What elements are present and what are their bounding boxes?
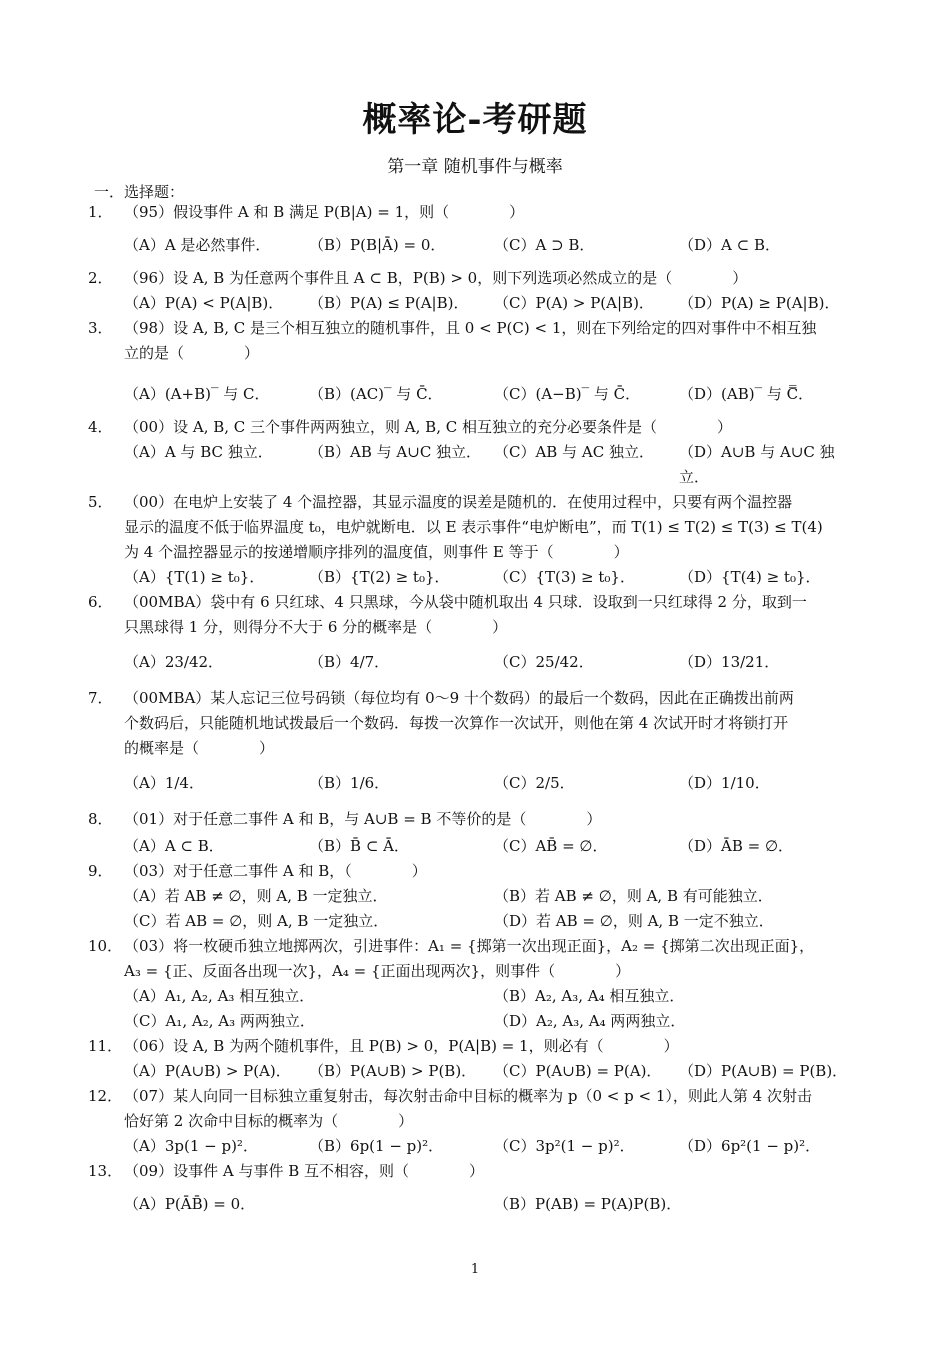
option-c: （C）25/42． [494, 652, 594, 671]
option-d: （D）A₂, A₃, A₄ 两两独立． [494, 1012, 686, 1030]
question-text-cont: 显示的温度不低于临界温度 t₀，电炉就断电．以 E 表示事件“电炉断电”，而 T(1) ≤ T(2) ≤ T(3) ≤ T(4) [124, 518, 823, 536]
question-10 [88, 934, 863, 1034]
page-number: 1 [470, 1262, 480, 1277]
option-d: （D）P(A) ≥ P(A|B)． [679, 294, 840, 312]
option-d: （D）ĀB = ∅． [679, 837, 794, 855]
option-b: （B）若 AB ≠ ∅，则 A, B 有可能独立． [494, 887, 773, 905]
question-text-cont: A₃ = {正、反面各出现一次}，A₄ = {正面出现两次}，则事件（ ） [124, 962, 631, 980]
option-d: （D）6p²(1 − p)²． [679, 1137, 821, 1155]
option-c: （C）2/5． [494, 773, 575, 792]
question-13 [88, 1159, 863, 1217]
option-c: （C）3p²(1 − p)²． [494, 1137, 635, 1155]
question-6 [88, 590, 863, 684]
option-d: （D）A ⊂ B． [679, 236, 780, 254]
question-12 [88, 1084, 863, 1159]
document-title: 概率论-考研题 [362, 100, 588, 140]
option-c: （C）A ⊃ B． [494, 236, 595, 254]
section-heading: 一．选择题： [94, 183, 185, 201]
question-8 [88, 807, 863, 859]
question-text-cont: 只黑球得 1 分，则得分不大于 6 分的概率是（ ） [124, 618, 508, 636]
question-text: （06）设 A, B 为两个随机事件，且 P(B) > 0，P(A|B) = 1，则必有（ ） [124, 1037, 679, 1055]
question-2 [88, 266, 863, 316]
question-number: 8． [88, 810, 113, 828]
question-number: 9． [88, 862, 113, 880]
option-a: （A）A₁, A₂, A₃ 相互独立． [124, 987, 315, 1005]
option-c: （C）(A−B)‾ 与 C̄． [494, 385, 641, 403]
question-text-cont: 恰好第 2 次命中目标的概率为（ ） [124, 1112, 414, 1130]
option-b: （B）B̄ ⊂ Ā． [309, 837, 409, 855]
option-c: （C）P(A) > P(A|B)． [494, 294, 654, 312]
question-text: （03）将一枚硬币独立地掷两次，引进事件：A₁ = {掷第一次出现正面}，A₂ = {掷第二次出现正面}， [124, 937, 815, 955]
option-c: （C）AB 与 AC 独立． [494, 443, 654, 461]
question-text: （09）设事件 A 与事件 B 互不相容，则（ ） [124, 1162, 485, 1180]
question-list [88, 200, 863, 1217]
option-b: （B）P(A∪B) > P(B)． [309, 1062, 477, 1080]
question-number: 13． [88, 1162, 123, 1180]
chapter-heading: 第一章 随机事件与概率 [387, 157, 563, 177]
question-text: （00MBA）某人忘记三位号码锁（每位均有 0～9 十个数码）的最后一个数码，因此在正确拨出前两 [124, 689, 794, 707]
question-number: 1． [88, 203, 113, 221]
option-b: （B）AB 与 A∪C 独立． [309, 443, 482, 461]
question-number: 7． [88, 689, 113, 707]
question-5 [88, 490, 863, 590]
option-b: （B）(AC)‾ 与 C̄． [309, 385, 443, 403]
question-number: 2． [88, 269, 113, 287]
option-a: （A）23/42． [124, 652, 224, 671]
option-a: （A）P(A) < P(A|B)． [124, 294, 284, 312]
question-number: 12． [88, 1087, 123, 1105]
option-b: （B）A₂, A₃, A₄ 相互独立． [494, 987, 685, 1005]
question-number: 6． [88, 593, 113, 611]
option-a: （A）若 AB ≠ ∅，则 A, B 一定独立． [124, 887, 388, 905]
option-a: （A）(A+B)‾ 与 C． [124, 385, 270, 403]
question-number: 5． [88, 493, 113, 511]
question-text: （00MBA）袋中有 6 只红球、4 只黑球，今从袋中随机取出 4 只球．设取到一只红球得 2 分，取到一 [124, 593, 807, 611]
option-b: （B）4/7． [309, 652, 390, 671]
option-d: （D）(AB)‾ 与 C̿． [679, 385, 814, 403]
option-d: （D）A∪B 与 A∪C 独立． [679, 443, 835, 486]
option-b: （B）P(A) ≤ P(A|B)． [309, 294, 469, 312]
question-11 [88, 1034, 863, 1084]
option-a: （A）3p(1 − p)²． [124, 1137, 258, 1155]
option-d: （D）13/21． [679, 652, 780, 671]
option-d: （D）P(A∪B) = P(B)． [679, 1062, 848, 1080]
question-3 [88, 316, 863, 407]
question-text: （00）设 A, B, C 三个事件两两独立，则 A, B, C 相互独立的充分必要条件是（ ） [124, 418, 732, 436]
option-a: （A）1/4． [124, 773, 204, 792]
question-number: 4． [88, 418, 113, 436]
question-text-cont: 立的是（ ） [124, 344, 260, 362]
option-b: （B）6p(1 − p)²． [309, 1137, 444, 1155]
question-text-cont: 为 4 个温控器显示的按递增顺序排列的温度值，则事件 E 等于（ ） [124, 543, 629, 561]
question-text-cont: 的概率是（ ） [124, 739, 275, 757]
question-text: （03）对于任意二事件 A 和 B，（ ） [124, 862, 427, 880]
option-b: （B）P(AB) = P(A)P(B)． [494, 1195, 682, 1213]
question-number: 3． [88, 319, 113, 337]
option-c: （C）A₁, A₂, A₃ 两两独立． [124, 1012, 315, 1030]
option-c: （C）若 AB = ∅，则 A, B 一定独立． [124, 912, 389, 930]
option-a: （A）P(ĀB̄) = 0． [124, 1195, 256, 1213]
option-a: （A）A 与 BC 独立． [124, 443, 273, 461]
question-7 [88, 686, 863, 805]
option-a: （A）A ⊂ B． [124, 837, 224, 855]
question-text: （07）某人向同一目标独立重复射击，每次射击命中目标的概率为 p（0 < p < 1），则此人第 4 次射击 [124, 1087, 812, 1105]
question-text-cont: 个数码后，只能随机地试拨最后一个数码．每拨一次算作一次试开，则他在第 4 次试开时才将锁打开 [124, 714, 789, 732]
question-text: （00）在电炉上安装了 4 个温控器，其显示温度的误差是随机的．在使用过程中，只要有两个温控器 [124, 493, 793, 511]
option-d: （D）若 AB = ∅，则 A, B 一定不独立． [494, 912, 774, 930]
question-text: （01）对于任意二事件 A 和 B，与 A∪B = B 不等价的是（ ） [124, 810, 602, 828]
question-number: 11． [88, 1037, 123, 1055]
option-c: （C）P(A∪B) = P(A)． [494, 1062, 662, 1080]
option-b: （B）P(B|Ā) = 0． [309, 236, 446, 254]
question-9 [88, 859, 863, 934]
option-b: （B）1/6． [309, 773, 390, 792]
option-b: （B）{T(2) ≥ t₀}． [309, 568, 450, 586]
option-c: （C）{T(3) ≥ t₀}． [494, 568, 635, 586]
question-1 [88, 200, 863, 258]
option-d: （D）1/10． [679, 773, 770, 792]
option-c: （C）AB̄ = ∅． [494, 837, 608, 855]
question-4 [88, 415, 863, 490]
option-a: （A）{T(1) ≥ t₀}． [124, 568, 265, 586]
option-a: （A）P(A∪B) > P(A)． [124, 1062, 291, 1080]
question-text: （96）设 A, B 为任意两个事件且 A ⊂ B，P(B) > 0，则下列选项必然成立的是（ ） [124, 269, 748, 287]
question-number: 10． [88, 937, 123, 955]
option-a: （A）A 是必然事件． [124, 236, 271, 254]
option-d: （D）{T(4) ≥ t₀}． [679, 568, 821, 586]
question-text: （98）设 A, B, C 是三个相互独立的随机事件，且 0 < P(C) < 1，则在下列给定的四对事件中不相互独 [124, 319, 817, 337]
question-text: （95）假设事件 A 和 B 满足 P(B|A) = 1，则（ ） [124, 203, 525, 221]
